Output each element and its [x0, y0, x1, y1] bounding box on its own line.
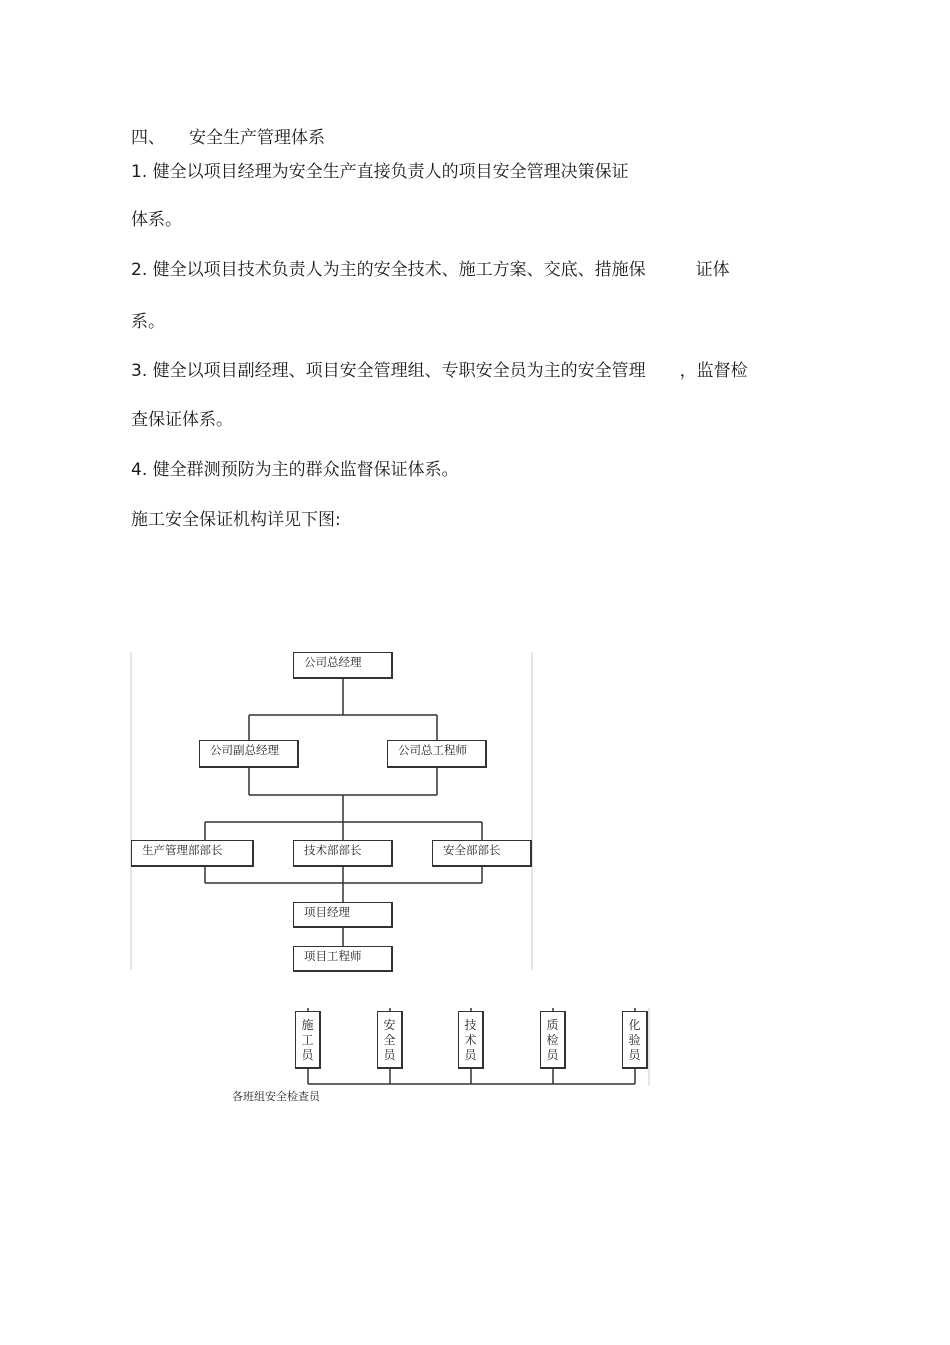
- org-chart-caption: 各班组安全检查员: [232, 1090, 320, 1103]
- item-2-line-1-main: 2. 健全以项目技术负责人为主的安全技术、施工方案、交底、措施保: [131, 260, 646, 280]
- staff-4-char-1: 质: [546, 1018, 559, 1032]
- staff-2-char-3: 员: [383, 1048, 396, 1062]
- org-staff-box-4: [540, 1011, 566, 1069]
- org-top-box: 公司总经理: [293, 652, 393, 679]
- org-staff-box-5: [622, 1011, 648, 1069]
- staff-3-char-1: 技: [464, 1018, 477, 1032]
- org-level2-box-2: 公司总工程师: [387, 740, 487, 768]
- org-staff-box-2: [377, 1011, 403, 1069]
- org-level3-box-3: 安全部部长: [432, 840, 532, 867]
- org-level2-box-1: 公司副总经理: [199, 740, 299, 768]
- item-2-line-2: 系。: [131, 312, 165, 332]
- item-2-line-1-tail: 证体: [695, 260, 730, 280]
- staff-2-char-2: 全: [383, 1033, 396, 1047]
- staff-3-char-3: 员: [464, 1048, 477, 1062]
- item-3-line-1-tail: ，监督检: [679, 361, 748, 381]
- org-project-engineer-box: 项目工程师: [293, 946, 393, 972]
- item-3-line-2: 查保证体系。: [131, 410, 233, 430]
- staff-3-char-2: 术: [464, 1033, 477, 1047]
- staff-5-char-1: 化: [628, 1018, 641, 1032]
- staff-4-char-3: 员: [546, 1048, 559, 1062]
- section-number: 四、: [131, 128, 165, 148]
- staff-1-char-1: 施: [301, 1018, 314, 1032]
- item-4-line-1: 4. 健全群测预防为主的群众监督保证体系。: [131, 460, 459, 480]
- staff-4-char-2: 检: [546, 1033, 559, 1047]
- org-staff-box-1: [295, 1011, 321, 1069]
- org-level3-box-2: 技术部部长: [293, 840, 393, 867]
- item-1-line-2: 体系。: [131, 210, 182, 230]
- org-level3-box-1: 生产管理部部长: [131, 840, 254, 867]
- staff-5-char-3: 员: [628, 1048, 641, 1062]
- item-1-line-1: 1. 健全以项目经理为安全生产直接负责人的项目安全管理决策保证: [131, 162, 629, 182]
- org-project-manager-box: 项目经理: [293, 902, 393, 928]
- intro-text: 施工安全保证机构详见下图:: [131, 510, 341, 530]
- section-title-text: 安全生产管理体系: [189, 128, 325, 148]
- staff-5-char-2: 验: [628, 1033, 641, 1047]
- staff-1-char-3: 员: [301, 1048, 314, 1062]
- staff-1-char-2: 工: [301, 1033, 314, 1047]
- staff-2-char-1: 安: [383, 1018, 396, 1032]
- item-3-line-1-main: 3. 健全以项目副经理、项目安全管理组、专职安全员为主的安全管理: [131, 361, 646, 381]
- org-staff-box-3: [458, 1011, 484, 1069]
